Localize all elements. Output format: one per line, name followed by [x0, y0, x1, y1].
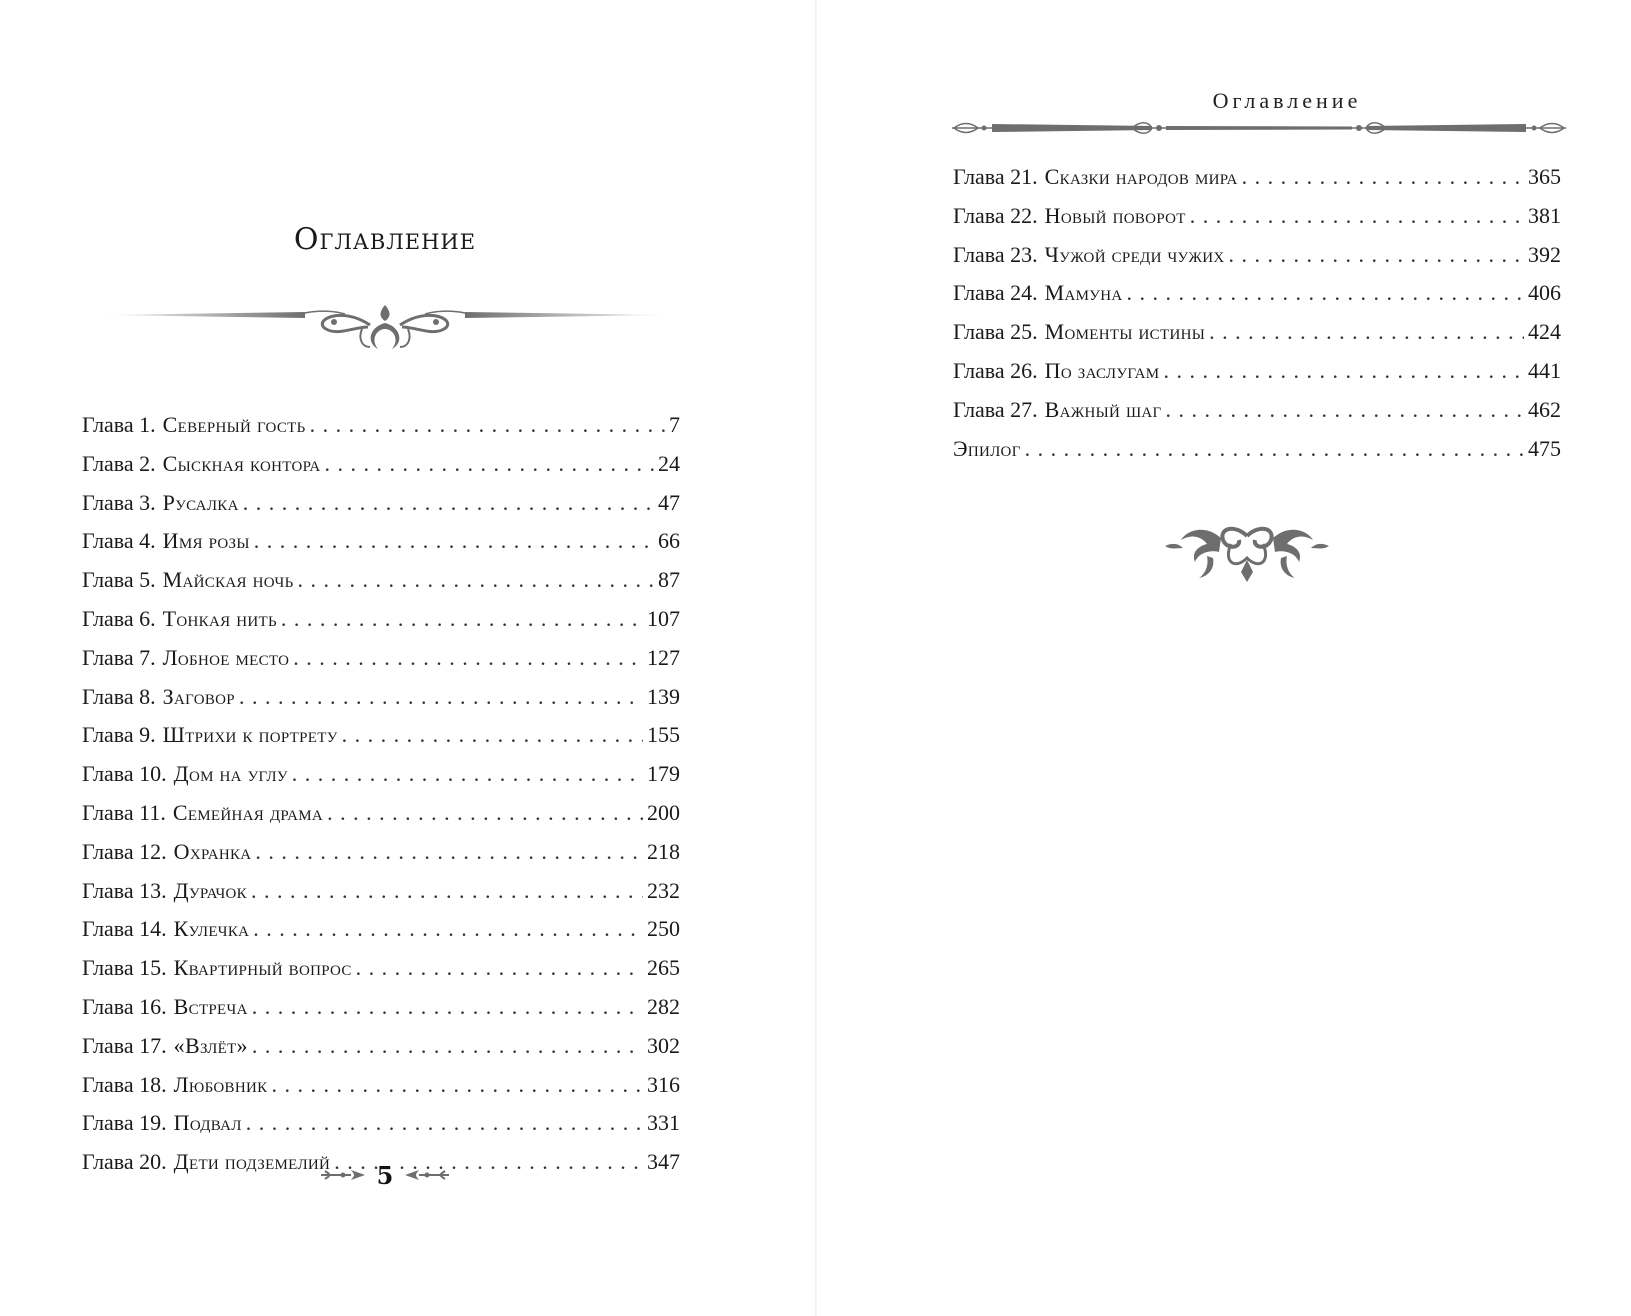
- dot-leader: [1209, 313, 1524, 352]
- chapter-number: Глава 7.: [82, 644, 156, 670]
- dot-leader: [324, 445, 654, 484]
- page-number: 282: [647, 993, 680, 1019]
- toc-entry[interactable]: [82, 1066, 680, 1105]
- toc-title: Оглавление: [293, 222, 477, 257]
- toc-entry[interactable]: [953, 274, 1561, 313]
- page-number: 24: [658, 450, 680, 476]
- dot-leader: [246, 1104, 643, 1143]
- chapter-title: Штрихи к портрету: [162, 722, 338, 748]
- toc-entry[interactable]: [953, 158, 1561, 197]
- chapter-number: Глава 19.: [82, 1110, 167, 1136]
- dot-leader: [239, 678, 643, 717]
- page-number: 179: [647, 761, 680, 787]
- page-number: 47: [658, 489, 680, 515]
- page-number: 392: [1528, 241, 1561, 267]
- toc-entry[interactable]: [82, 678, 680, 717]
- page-number: 87: [658, 567, 680, 593]
- chapter-title: Подвал: [173, 1110, 242, 1136]
- chapter-number: Глава 1.: [82, 412, 156, 437]
- dot-leader: [310, 406, 665, 445]
- chapter-title: Русалка: [162, 489, 239, 515]
- dot-leader: [251, 872, 643, 911]
- chapter-title: Дом на углу: [173, 761, 288, 787]
- chapter-title: «Взлёт»: [173, 1032, 248, 1058]
- chapter-number: Глава 20.: [82, 1149, 167, 1175]
- chapter-number: Глава 25.: [953, 319, 1038, 345]
- chapter-title: Кулечка: [173, 916, 250, 942]
- chapter-title: Эпилог: [953, 435, 1021, 461]
- chapter-title: По заслугам: [1044, 357, 1160, 383]
- flourish-divider-icon: [100, 305, 670, 365]
- dot-leader: [292, 755, 643, 794]
- left-page: [0, 0, 815, 1316]
- chapter-number: Глава 6.: [82, 605, 156, 631]
- page-number: 7: [669, 412, 680, 437]
- chapter-number: Глава 18.: [82, 1071, 167, 1097]
- page-number: 424: [1528, 319, 1561, 345]
- chapter-number: Глава 15.: [82, 955, 167, 981]
- dot-leader: [1163, 352, 1524, 391]
- page-number: 127: [647, 644, 680, 670]
- page-number: 462: [1528, 396, 1561, 422]
- chapter-title: Мамуна: [1044, 280, 1123, 306]
- page-number: 381: [1528, 202, 1561, 228]
- chapter-title: Дурачок: [173, 877, 247, 903]
- chapter-number: Глава 23.: [953, 241, 1038, 267]
- chapter-number: Глава 3.: [82, 489, 156, 515]
- toc-entry[interactable]: [82, 484, 680, 523]
- page-number: 250: [647, 916, 680, 942]
- toc-entry[interactable]: [82, 833, 680, 872]
- chapter-number: Глава 5.: [82, 567, 156, 593]
- dot-leader: [1228, 236, 1524, 275]
- chapter-title: Квартирный вопрос: [173, 955, 352, 981]
- chapter-number: Глава 24.: [953, 280, 1038, 306]
- chapter-title: Охранка: [173, 838, 252, 864]
- page-number: 66: [658, 528, 680, 554]
- chapter-number: Глава 9.: [82, 722, 156, 748]
- page-number: 265: [647, 955, 680, 981]
- dot-leader: [298, 561, 655, 600]
- running-head: Оглавление: [1212, 88, 1362, 113]
- chapter-number: Глава 11.: [82, 799, 166, 825]
- dot-leader: [1242, 158, 1524, 197]
- chapter-title: Сыскная контора: [162, 450, 321, 476]
- page-number: 155: [647, 722, 680, 748]
- toc-entry[interactable]: [953, 197, 1561, 236]
- page-number: 365: [1528, 164, 1561, 189]
- dot-leader: [327, 794, 643, 833]
- toc-entry[interactable]: [953, 313, 1561, 352]
- chapter-number: Глава 17.: [82, 1032, 167, 1058]
- chapter-number: Глава 8.: [82, 683, 156, 709]
- chapter-title: Важный шаг: [1044, 396, 1162, 422]
- chapter-title: Новый поворот: [1044, 202, 1186, 228]
- dot-leader: [293, 639, 643, 678]
- page-number: 475: [1528, 435, 1561, 461]
- dot-leader: [1127, 274, 1525, 313]
- toc-entry-epilogue[interactable]: [953, 430, 1561, 469]
- page-number: 347: [647, 1149, 680, 1175]
- chapter-title: Северный гость: [162, 412, 306, 437]
- vignette-icon: [1165, 522, 1329, 584]
- page-number: 441: [1528, 357, 1561, 383]
- chapter-number: Глава 21.: [953, 164, 1038, 189]
- dot-leader: [1025, 430, 1524, 469]
- chapter-number: Глава 14.: [82, 916, 167, 942]
- chapter-title: Дети подземелий: [173, 1149, 331, 1175]
- dot-leader: [243, 484, 654, 523]
- toc-entry[interactable]: [953, 391, 1561, 430]
- chapter-title: Майская ночь: [162, 567, 294, 593]
- right-page: [817, 0, 1631, 1316]
- chapter-title: Заговор: [162, 683, 235, 709]
- dot-leader: [252, 988, 643, 1027]
- chapter-title: Тонкая нить: [162, 605, 277, 631]
- toc-entry[interactable]: [82, 794, 680, 833]
- toc-entry[interactable]: [82, 1027, 680, 1066]
- dot-leader: [281, 600, 643, 639]
- toc-entry[interactable]: [953, 352, 1561, 391]
- dot-leader: [342, 716, 643, 755]
- chapter-title: Моменты истины: [1044, 319, 1206, 345]
- toc-list-right: [953, 158, 1561, 468]
- arrow-flourish-icon: [321, 1168, 367, 1182]
- chapter-number: Глава 2.: [82, 450, 156, 476]
- chapter-number: Глава 4.: [82, 528, 156, 554]
- page-folio: [310, 1160, 460, 1190]
- chapter-title: Лобное место: [162, 644, 290, 670]
- dot-leader: [1166, 391, 1524, 430]
- page-number: 232: [647, 877, 680, 903]
- chapter-title: Встреча: [173, 993, 248, 1019]
- chapter-number: Глава 10.: [82, 761, 167, 787]
- chapter-title: Любовник: [173, 1071, 268, 1097]
- toc-entry[interactable]: [82, 561, 680, 600]
- dot-leader: [271, 1066, 643, 1105]
- page-number: 406: [1528, 280, 1561, 306]
- toc-entry[interactable]: [82, 639, 680, 678]
- page-number: 139: [647, 683, 680, 709]
- dot-leader: [252, 1027, 643, 1066]
- chapter-title: Имя розы: [162, 528, 250, 554]
- page-number: 331: [647, 1110, 680, 1136]
- toc-entry[interactable]: [82, 949, 680, 988]
- chapter-title: Сказки народов мира: [1044, 164, 1238, 189]
- dot-leader: [1190, 197, 1524, 236]
- chapter-number: Глава 26.: [953, 357, 1038, 383]
- toc-entry[interactable]: [82, 600, 680, 639]
- dot-leader: [356, 949, 643, 988]
- page-number: 302: [647, 1032, 680, 1058]
- dot-leader: [255, 833, 643, 872]
- chapter-number: Глава 27.: [953, 396, 1038, 422]
- toc-entry[interactable]: [82, 755, 680, 794]
- toc-entry[interactable]: [82, 522, 680, 561]
- page-number-folio: 5: [376, 1160, 394, 1190]
- page-number: 316: [647, 1071, 680, 1097]
- toc-entry[interactable]: [82, 872, 680, 911]
- chapter-number: Глава 16.: [82, 993, 167, 1019]
- dot-leader: [253, 910, 643, 949]
- dot-leader: [254, 522, 654, 561]
- toc-list-left: [82, 406, 680, 1182]
- page-number: 218: [647, 838, 680, 864]
- page-number: 200: [647, 799, 680, 825]
- chapter-title: Чужой среди чужих: [1044, 241, 1225, 267]
- arrow-flourish-icon: [403, 1168, 449, 1182]
- toc-entry[interactable]: [82, 445, 680, 484]
- toc-entry[interactable]: [82, 406, 680, 445]
- toc-entry[interactable]: [82, 1104, 680, 1143]
- chapter-number: Глава 12.: [82, 838, 167, 864]
- chapter-number: Глава 22.: [953, 202, 1038, 228]
- chapter-number: Глава 13.: [82, 877, 167, 903]
- chapter-title: Семейная драма: [172, 799, 324, 825]
- toc-entry[interactable]: [82, 988, 680, 1027]
- toc-entry[interactable]: [82, 910, 680, 949]
- scroll-rule-icon: [952, 120, 1566, 136]
- toc-entry[interactable]: [82, 716, 680, 755]
- toc-entry[interactable]: [953, 236, 1561, 275]
- page-number: 107: [647, 605, 680, 631]
